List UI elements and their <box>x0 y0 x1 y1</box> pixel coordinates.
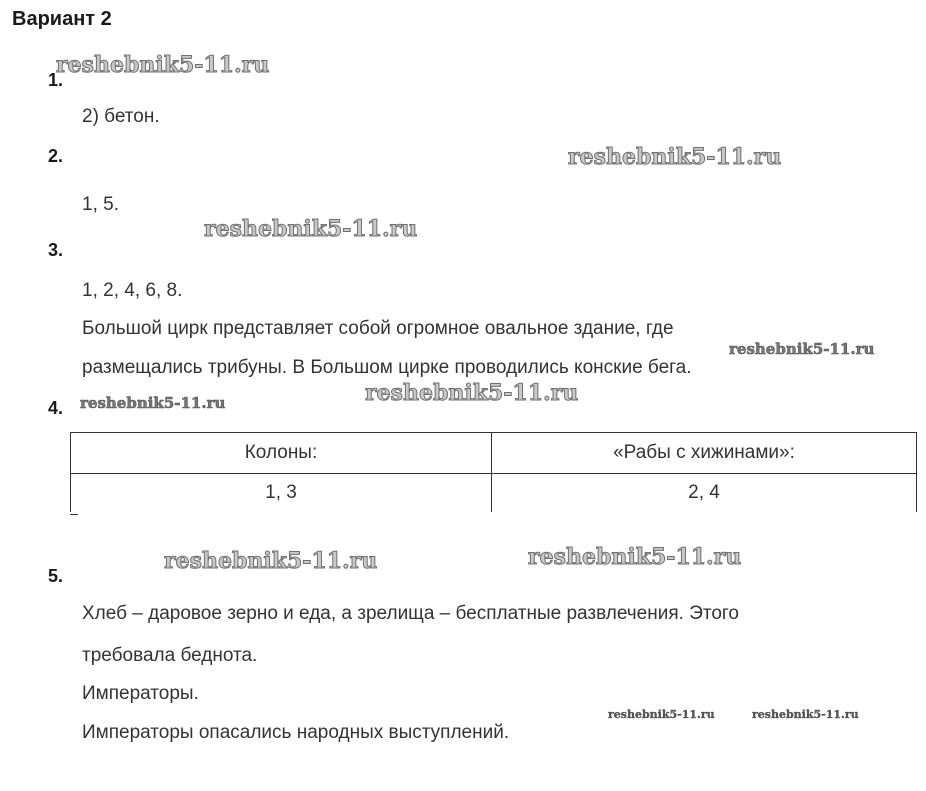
table-corner-mark <box>70 514 78 515</box>
table-row <box>71 474 917 513</box>
table-header-cell: «Рабы с хижинами»: <box>492 433 917 474</box>
task-5-answer-line-4: Императоры опасались народных выступлений. <box>82 722 510 743</box>
watermark: reshebnik5-11.ru <box>729 340 875 358</box>
table-header-row <box>71 433 917 474</box>
page-title: Вариант 2 <box>12 8 112 30</box>
task-5-answer-line-1: Хлеб – даровое зерно и еда, а зрелища – бесплатные развлечения. Этого <box>82 603 739 624</box>
task-number-2: 2. <box>48 146 64 166</box>
table-cell: 1, 3 <box>71 474 492 513</box>
task-2-answer: 1, 5. <box>82 194 119 215</box>
task-3-answer-line-2: размещались трибуны. В Большом цирке проводились конские бега. <box>82 357 692 378</box>
task-5-answer-line-2: требовала беднота. <box>82 645 258 666</box>
watermark: reshebnik5-11.ru <box>752 708 859 721</box>
watermark: reshebnik5-11.ru <box>204 216 418 242</box>
watermark: reshebnik5-11.ru <box>56 52 270 78</box>
task-1-answer: 2) бетон. <box>82 106 160 127</box>
watermark: reshebnik5-11.ru <box>164 548 378 574</box>
answer-table <box>70 432 917 512</box>
task-number-5: 5. <box>48 566 64 586</box>
task-number-4: 4. <box>48 398 64 418</box>
watermark: reshebnik5-11.ru <box>528 544 742 570</box>
watermark: reshebnik5-11.ru <box>568 144 782 170</box>
task-5-answer-line-3: Императоры. <box>82 683 199 704</box>
table-header-cell: Колоны: <box>71 433 492 474</box>
watermark: reshebnik5-11.ru <box>365 380 579 406</box>
task-3-answer-numbers: 1, 2, 4, 6, 8. <box>82 280 183 301</box>
watermark: reshebnik5-11.ru <box>608 708 715 721</box>
watermark: reshebnik5-11.ru <box>80 394 226 412</box>
table-cell: 2, 4 <box>492 474 917 513</box>
task-number-1: 1. <box>48 70 64 90</box>
task-number-3: 3. <box>48 240 64 260</box>
task-3-answer-line-1: Большой цирк представляет собой огромное овальное здание, где <box>82 318 674 339</box>
